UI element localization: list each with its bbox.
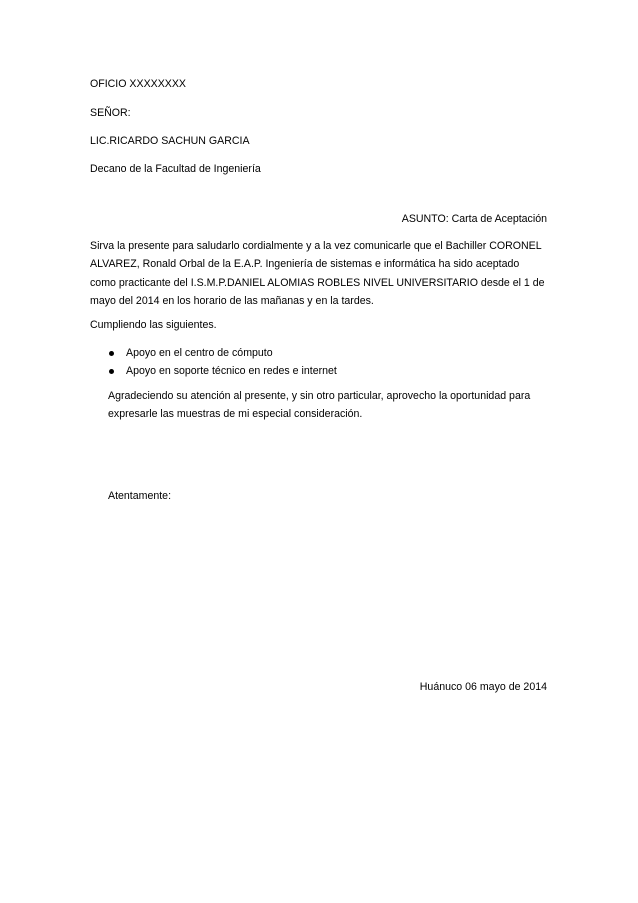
salutation: SEÑOR: [90,107,131,119]
place-date: Huánuco 06 mayo de 2014 [419,681,547,693]
recipient-title: Decano de la Facultad de Ingeniería [90,163,261,175]
closing-line: Agradeciendo su atención al presente, y sin otro particular, aprovecho la oportunidad para [108,390,531,402]
body-line: mayo del 2014 en los horario de las mañanas y en la tardes. [90,295,374,308]
sign-off: Atentamente: [108,490,172,502]
closing-line: expresarle las muestras de mi especial consideración. [108,408,363,421]
subject-line: ASUNTO: Carta de Aceptación [401,213,547,225]
body-line: como practicante del I.S.M.P.DANIEL ALOMIAS ROBLES NIVEL UNIVERSITARIO desde el 1 de [90,276,545,289]
body-paragraph [90,237,545,311]
bullet-icon [109,351,114,356]
list-item-label: Apoyo en soporte técnico en redes e internet [126,365,337,377]
list-intro: Cumpliendo las siguientes. [90,319,217,331]
list-item-label: Apoyo en el centro de cómputo [126,347,273,359]
body-line: Sirva la presente para saludarlo cordialmente y a la vez comunicarle que el Bachiller CORONEL [90,240,542,252]
recipient-name: LIC.RICARDO SACHUN GARCIA [90,135,250,147]
closing-paragraph [108,387,530,424]
bullet-icon [109,369,114,374]
body-line: ALVAREZ, Ronald Orbal de la E.A.P. Ingeniería de sistemas e informática ha sido aceptado [90,258,520,271]
reference-line: OFICIO XXXXXXXX [90,78,186,90]
